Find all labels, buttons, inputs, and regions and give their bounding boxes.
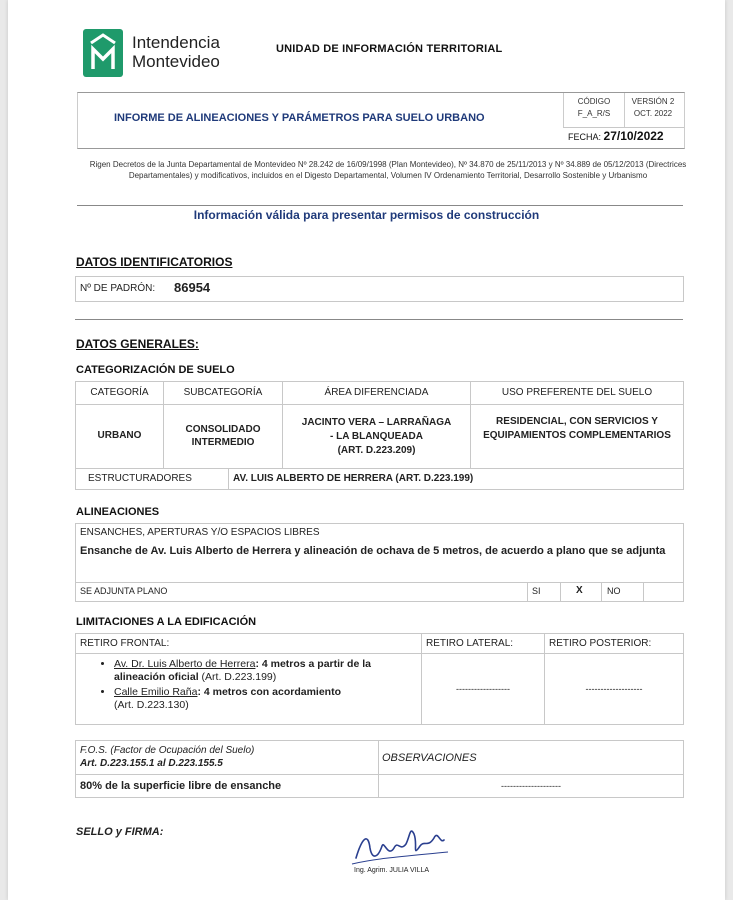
area-value [283,416,470,458]
uso-value: RESIDENCIAL, CON SERVICIOS Y EQUIPAMIENTOS COMPLEMENTARIOS [483,416,671,441]
logo-line-1: Intendencia [132,33,220,52]
categorizacion-table [75,381,684,490]
ensanches-label: ENSANCHES, APERTURAS Y/O ESPACIOS LIBRES [80,527,320,538]
retiro-posterior-label: RETIRO POSTERIOR: [549,638,652,649]
plano-label: SE ADJUNTA PLANO [80,586,168,596]
version-label: VERSIÓN 2 [631,97,675,106]
si-label: SI [532,586,541,596]
area-line-3: (ART. D.223.209) [337,445,416,456]
padron-box [75,276,684,302]
signature-image [348,818,458,873]
area-line-1: JACINTO VERA – LARRAÑAGA [301,417,452,428]
fos-articles: Art. D.223.155.1 al D.223.155.5 [80,758,223,769]
section-identificatorios: DATOS IDENTIFICATORIOS [76,255,233,269]
fos-value: 80% de la superficie libre de ensanche [80,780,282,792]
si-mark: X [576,585,583,596]
col-header-categoria: CATEGORÍA [90,387,149,398]
col-header-area: ÁREA DIFERENCIADA [324,387,429,398]
estructuradores-label: ESTRUCTURADORES [88,473,192,484]
retiro-posterior-value: ------------------- [585,684,643,694]
alineaciones-box [75,523,684,602]
report-header [77,92,685,149]
intendencia-logo-icon [83,29,123,77]
item2-art: (Art. D.223.130) [114,699,189,711]
ensanches-text: Ensanche de Av. Luis Alberto de Herrera y alineación de ochava de 5 metros, de acuerdo a plano que se adjunta [80,545,666,557]
document-page [8,0,725,900]
version-cell [623,93,683,127]
sello-firma-label: SELLO y FIRMA: [76,826,164,838]
limitaciones-title: LIMITACIONES A LA EDIFICACIÓN [76,616,257,628]
fos-label: F.O.S. (Factor de Ocupación del Suelo) [80,745,255,756]
code-value: F_A_R/S [577,109,611,118]
observaciones-value: -------------------- [501,781,561,791]
list-item [114,686,418,712]
col-header-subcategoria: SUBCATEGORÍA [183,387,263,398]
item2-street: Calle Emilio Raña [114,686,198,698]
item1-street: Av. Dr. Luis Alberto de Herrera [114,658,256,670]
col-header-uso: USO PREFERENTE DEL SUELO [501,387,653,398]
signer-name: Ing. Agrim. JULIA VILLA [354,867,430,874]
categorizacion-title: CATEGORIZACIÓN DE SUELO [76,364,235,376]
retiro-lateral-label: RETIRO LATERAL: [426,638,514,649]
item1-art: (Art. D.223.199) [198,671,277,683]
report-date [568,129,664,143]
unit-title: UNIDAD DE INFORMACIÓN TERRITORIAL [276,43,503,55]
categoria-value: URBANO [97,430,142,441]
estructuradores-value: AV. LUIS ALBERTO DE HERRERA (ART. D.223.199) [233,473,474,484]
no-label: NO [607,586,621,596]
item1-value: : 4 metros a partir de la alineación oficial [114,658,371,683]
valid-notice: Información válida para presentar permisos de construcción [193,208,540,222]
fos-table [75,740,684,798]
retiro-lateral-value: ------------------ [456,684,510,694]
item2-value: : 4 metros con acordamiento [197,686,341,698]
legal-text: Rigen Decretos de la Junta Departamental de Montevideo Nº 28.242 de 16/09/1998 (Plan Montevideo), Nº 34.870 de 25/11/2013 y Nº 34.889 de 05/12/2013 (Directrices Departamentales) y modificativos, incluidos en el Digesto Departamental, Volumen IV Ordenamiento Territorial, Desarrollo Sostenible y Urbanismo [89,160,687,180]
observaciones-label: OBSERVACIONES [382,752,477,764]
subcategoria-value: CONSOLIDADO INTERMEDIO [185,424,261,448]
retiro-frontal-label: RETIRO FRONTAL: [80,638,170,649]
alineaciones-title: ALINEACIONES [76,506,160,518]
date-value: 27/10/2022 [603,129,664,143]
area-line-2: - LA BLANQUEADA [330,431,423,442]
version-value: OCT. 2022 [633,109,673,118]
report-title: INFORME DE ALINEACIONES Y PARÁMETROS PARA SUELO URBANO [114,112,485,124]
code-label: CÓDIGO [577,97,611,106]
limitaciones-table [75,633,684,725]
padron-label: Nº DE PADRÓN: [80,283,156,294]
section-generales: DATOS GENERALES: [76,337,199,351]
logo-wordmark [132,33,220,71]
logo-line-2: Montevideo [132,52,220,71]
padron-value: 86954 [174,280,211,295]
date-label: FECHA: [568,132,602,142]
list-item [114,658,418,684]
code-cell [563,93,625,127]
retiro-frontal-list [98,658,418,714]
